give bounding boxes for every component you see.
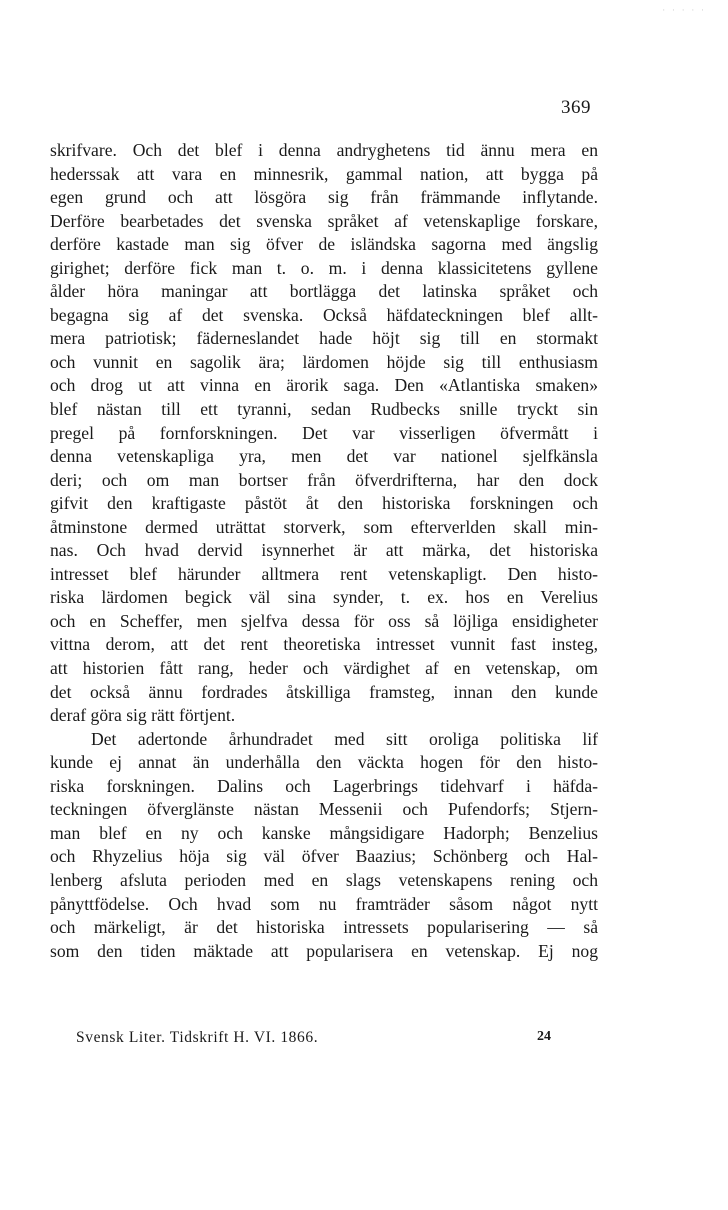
text-line: deraf göra sig rätt förtjent. bbox=[50, 705, 236, 726]
text-line: och en Scheffer, men sjelfva dessa för oss så löjliga ensidigheter bbox=[50, 610, 598, 631]
text-line: ålder höra maningar att bortlägga det latinska språket och bbox=[50, 281, 598, 302]
text-line: begagna sig af det svenska. Också häfdateckningen blef allt- bbox=[50, 304, 598, 325]
text-line: man blef en ny och kanske mångsidigare Hadorph; Benzelius bbox=[50, 822, 598, 843]
text-line: Derföre bearbetades det svenska språket af vetenskaplige forskare, bbox=[50, 210, 598, 231]
page-number: 369 bbox=[561, 97, 591, 118]
text-line: blef nästan till ett tyranni, sedan Rudbecks snille tryckt sin bbox=[50, 399, 598, 420]
text-line: att historien fått rang, heder och värdighet af en vetenskap, om bbox=[50, 658, 598, 679]
text-line: pånyttfödelse. Och hvad som nu framträder såsom något nytt bbox=[50, 893, 598, 914]
text-line: deri; och om man bortser från öfverdrifterna, har den dock bbox=[50, 469, 598, 490]
paragraph-1 bbox=[50, 139, 598, 728]
text-line: åtminstone dermed uträttat storverk, som efterverlden skall min- bbox=[50, 516, 598, 537]
signature-mark: 24 bbox=[537, 1029, 551, 1044]
text-line: och märkeligt, är det historiska intressets popularisering — så bbox=[50, 917, 598, 938]
text-line: hederssak att vara en minnesrik, gammal nation, att bygga på bbox=[50, 163, 598, 184]
text-line: denna vetenskapliga yra, men det var nationel sjelfkänsla bbox=[50, 446, 598, 467]
text-line: kunde ej annat än underhålla den väckta hogen för den histo- bbox=[50, 752, 598, 773]
text-line: girighet; derföre fick man t. o. m. i denna klassicitetens gyllene bbox=[50, 257, 598, 278]
text-line: nas. Och hvad dervid isynnerhet är att märka, det historiska bbox=[50, 540, 598, 561]
text-line: skrifvare. Och det blef i denna andryghetens tid ännu mera en bbox=[50, 140, 598, 160]
text-line: som den tiden mäktade att popularisera en vetenskap. Ej nog bbox=[50, 940, 598, 961]
text-line: riska lärdomen begick väl sina synder, t. ex. hos en Verelius bbox=[50, 587, 598, 608]
text-line: och vunnit en sagolik ära; lärdomen höjde sig till enthusiasm bbox=[50, 351, 598, 372]
paragraph-2 bbox=[50, 728, 598, 963]
text-line: vittna derom, att det rent theoretiska intresset vunnit fast insteg, bbox=[50, 634, 598, 655]
text-line: och Rhyzelius höja sig väl öfver Baazius; Schönberg och Hal- bbox=[50, 846, 598, 867]
text-line: det också ännu fordrades åtskilliga framsteg, innan den kunde bbox=[50, 681, 598, 702]
body-text bbox=[50, 139, 598, 963]
text-line: lenberg afsluta perioden med en slags vetenskapens rening och bbox=[50, 869, 598, 890]
footer-source: Svensk Liter. Tidskrift H. VI. 1866. bbox=[76, 1029, 319, 1046]
text-line: pregel på fornforskningen. Det var visserligen öfvermått i bbox=[50, 422, 598, 443]
scan-corner-mark: · · · · · bbox=[662, 6, 706, 16]
text-line: mera patriotisk; fäderneslandet hade höjt sig till en stormakt bbox=[50, 328, 598, 349]
page-footer bbox=[50, 1029, 598, 1051]
text-line: Det adertonde århundradet med sitt oroliga politiska lif bbox=[91, 728, 598, 749]
text-line: intresset blef härunder alltmera rent vetenskapligt. Den histo- bbox=[50, 563, 598, 584]
text-line: teckningen öfverglänste nästan Messenii och Pufendorfs; Stjern- bbox=[50, 799, 598, 820]
text-line: gifvit den kraftigaste påstöt åt den historiska forskningen och bbox=[50, 493, 598, 514]
text-line: derföre kastade man sig öfver de isländska sagorna med ängslig bbox=[50, 234, 598, 255]
text-line: egen grund och att lösgöra sig från främmande inflytande. bbox=[50, 187, 598, 208]
text-line: och drog ut att vinna en ärorik saga. Den «Atlantiska smaken» bbox=[50, 375, 598, 396]
text-line: riska forskningen. Dalins och Lagerbrings tidehvarf i häfda- bbox=[50, 775, 598, 796]
